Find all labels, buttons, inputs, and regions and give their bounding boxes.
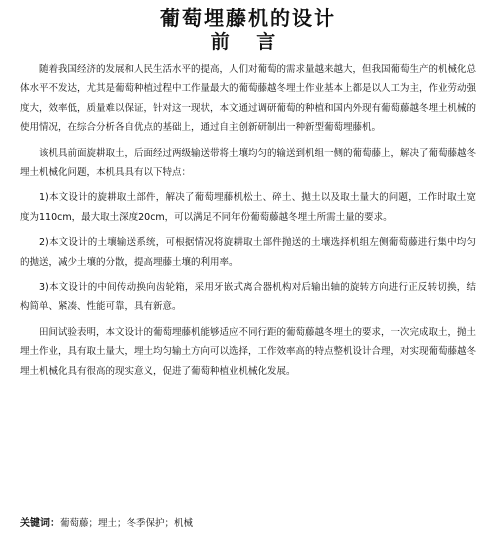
keywords-label: 关键词：: [20, 518, 60, 529]
paragraph-machine-overview: 该机具前面旋耕取土，后面经过两级输送带将土壤均匀的输送到机组一侧的葡萄藤上，解决了葡萄藤越冬埋土机械化问题，本机具具有以下特点：: [20, 147, 477, 179]
paragraph-field-test: 田间试验表明，本文设计的葡萄埋藤机能够适应不同行距的葡萄藤越冬埋土的要求，一次完成取土，抛土埋土作业，具有取土量大，埋土均匀输土方向可以选择，工作效率高的特点整机设计合理，对实现葡萄藤越冬埋土机械化具有很高的现实意义，促进了葡萄种植业机械化发展。: [20, 326, 477, 377]
preface-heading: 前 言: [210, 31, 286, 53]
paragraph-feature-3: 3)本文设计的中间传动换向齿轮箱，采用牙嵌式离合器机构对后输出轴的旋转方向进行正反转切换，结构简单、紧凑、性能可靠，具有新意。: [20, 282, 476, 313]
keywords-text: 葡萄藤；埋土；冬季保护；机械: [60, 518, 194, 529]
keywords-line: [20, 517, 193, 531]
document-title: 葡萄埋藤机的设计: [160, 6, 336, 30]
paragraph-intro: 随着我国经济的发展和人民生活水平的提高，人们对葡萄的需求量越来越大，但我国葡萄生产的机械化总体水平不发达，尤其是葡萄种植过程中工作量最大的葡萄藤越冬埋土作业基本上都是以人工为主，作业劳动强度大，效率低，质量难以保证，针对这一现状，本文通过调研葡萄的种植和国内外现有葡萄藤越冬埋土机械的使用情况，在综合分析各自优点的基础上，通过自主创新研制出一种新型葡萄埋藤机。: [20, 64, 477, 134]
paragraph-feature-2: 2)本文设计的土壤输送系统，可根据情况将旋耕取土部件抛送的土壤选择机组左侧葡萄藤进行集中均匀的抛送，减少土壤的分散，提高埋藤土壤的利用率。: [20, 237, 476, 268]
paragraph-feature-1: 1)本文设计的旋耕取土部件，解决了葡萄埋藤机松土、碎土、抛土以及取土量大的问题，工作时取土宽度为110cm，最大取土深度20cm，可以满足不同年份葡萄藤越冬埋土所需土量的要求。: [20, 192, 476, 223]
